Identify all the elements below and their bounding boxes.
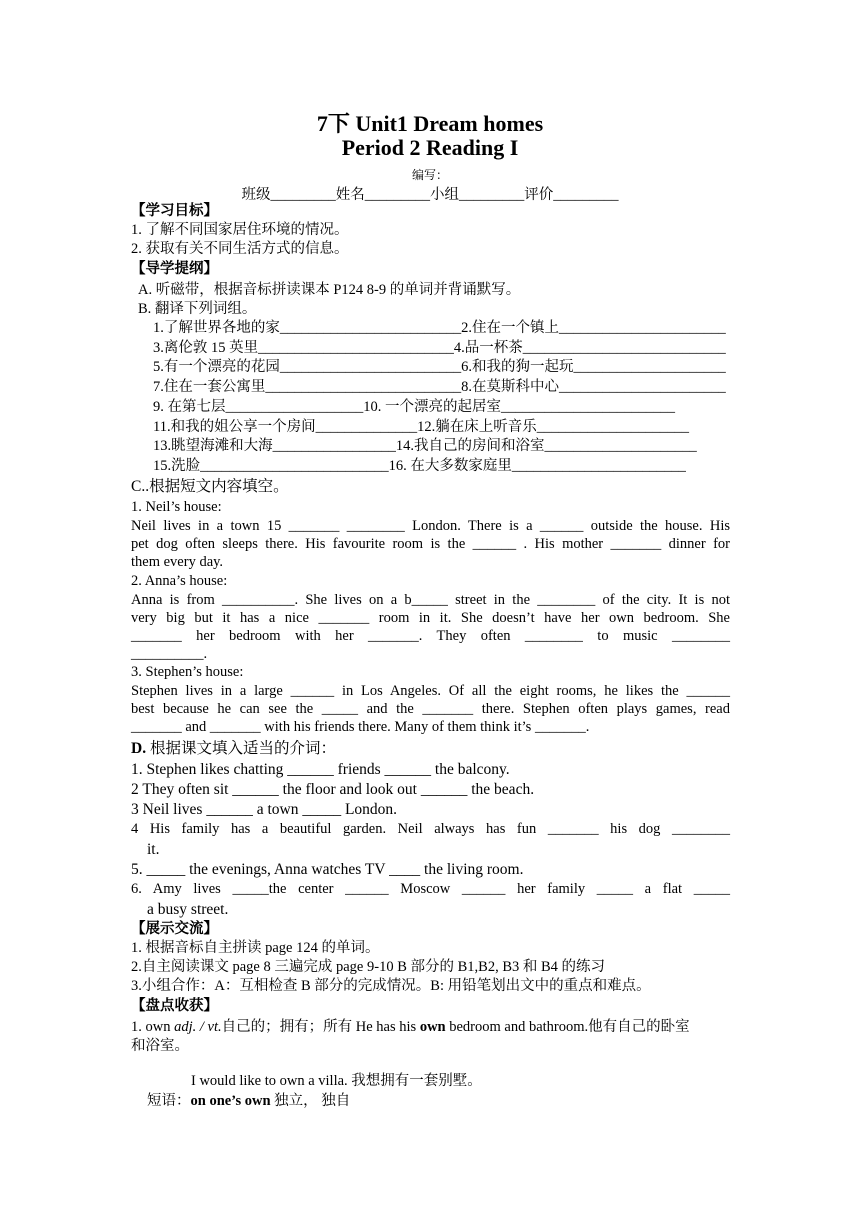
- goal-1: 1. 了解不同国家居住环境的情况。: [131, 222, 349, 238]
- c1-line: pet dog often sleeps there. His favourite room is the ______ . His mother _______ dinner for: [131, 536, 730, 552]
- title-line-1: 7下 Unit1 Dream homes: [316, 111, 544, 136]
- goals-heading: 【学习目标】: [131, 203, 218, 219]
- c2-line: very big but it has a nice _______ room in it. She doesn’t have her own bedroom. She: [131, 610, 730, 626]
- harvest-heading: 【盘点收获】: [131, 998, 218, 1014]
- own-pos: adj. / vt.: [174, 1019, 222, 1035]
- phrase-row: 3.离伦敦 15 英里___________________________4.品一杯茶____________________________: [153, 340, 726, 356]
- d-item: 2 They often sit ______ the floor and look out ______ the beach.: [131, 781, 535, 798]
- own-example: I would like to own a villa. 我想拥有一套别墅。: [191, 1073, 482, 1089]
- guide-a: A. 听磁带，根据音标拼读课本 P124 8-9 的单词并背诵默写。: [138, 282, 521, 298]
- d-item: 4 His family has a beautiful garden. Neil always has fun _______ his dog ________: [131, 821, 730, 837]
- own-definition-cont: 和浴室。: [131, 1038, 189, 1054]
- c3-title: 3. Stephen’s house:: [131, 664, 244, 680]
- goal-2: 2. 获取有关不同生活方式的信息。: [131, 241, 349, 257]
- own-meaning: 自己的；拥有；所有 He has his: [221, 1019, 420, 1035]
- c1-line: them every day.: [131, 554, 224, 570]
- show-item: 1. 根据音标自主拼读 page 124 的单词。: [131, 940, 380, 956]
- c2-title: 2. Anna’s house:: [131, 573, 228, 589]
- phrase-row: 5.有一个漂亮的花园_________________________6.和我的狗一起玩_____________________: [153, 359, 726, 375]
- d-item: 1. Stephen likes chatting ______ friends ______ the balcony.: [131, 761, 510, 778]
- guide-b: B. 翻译下列词组。: [138, 301, 257, 317]
- title-line-2: Period 2 Reading I: [341, 135, 519, 160]
- d-item-cont: it.: [147, 841, 160, 858]
- phrase-row: 15.洗脸__________________________16. 在大多数家庭里________________________: [153, 458, 686, 474]
- c3-line: Stephen lives in a large ______ in Los Angeles. Of all the eight rooms, he likes the ______: [131, 683, 730, 699]
- guide-heading: 【导学提纲】: [131, 261, 218, 277]
- section-c-heading: C..根据短文内容填空。: [131, 478, 289, 495]
- c3-line: _______ and _______ with his friends there. Many of them think it’s _______.: [131, 719, 590, 735]
- phrase-bold: on one’s own: [190, 1093, 271, 1109]
- show-heading: 【展示交流】: [131, 921, 218, 937]
- c1-title: 1. Neil’s house:: [131, 499, 222, 515]
- phrase-row: 11.和我的姐公享一个房间______________12.躺在床上听音乐_____________________: [153, 419, 689, 435]
- section-d-text: 根据课文填入适当的介词：: [149, 740, 336, 757]
- c2-line: _______ her bedroom with her _______. They often ________ to music ________: [131, 628, 730, 644]
- c1-line: Neil lives in a town 15 _______ ________ London. There is a ______ outside the house. His: [131, 518, 730, 534]
- phrase-meaning: 独立， 独自: [270, 1093, 351, 1109]
- c2-line: Anna is from __________. She lives on a b_____ street in the ________ of the city. It is not: [131, 592, 730, 608]
- phrase-row: 13.眺望海滩和大海_________________14.我自己的房间和浴室_____________________: [153, 438, 697, 454]
- own-bold: own: [419, 1019, 446, 1035]
- class-info-row: 班级_________姓名_________小组_________评价_________: [241, 187, 619, 203]
- own-definition: [131, 1018, 690, 1036]
- section-d-letter: D.: [131, 740, 147, 757]
- phrase-row: 7.住在一套公寓里___________________________8.在莫斯科中心_______________________: [153, 379, 726, 395]
- show-item: 3.小组合作：A：互相检查 B 部分的完成情况。B: 用铅笔划出文中的重点和难点。: [131, 978, 651, 994]
- d-item: 6. Amy lives _____the center ______ Moscow ______ her family _____ a flat _____: [131, 881, 730, 897]
- d-item: 5. _____ the evenings, Anna watches TV ____ the living room.: [131, 861, 524, 878]
- phrase-label: 短语：: [147, 1093, 191, 1109]
- show-item: 2.自主阅读课文 page 8 三遍完成 page 9-10 B 部分的 B1,B2, B3 和 B4 的练习: [131, 959, 606, 975]
- d-item-cont: a busy street.: [147, 901, 229, 918]
- c3-line: best because he can see the _____ and the _______ there. Stephen often plays games, read: [131, 701, 730, 717]
- phrase-row: 9. 在第七层___________________10. 一个漂亮的起居室________________________: [153, 399, 675, 415]
- author-label: 编写：: [411, 168, 448, 182]
- d-item: 3 Neil lives ______ a town _____ London.: [131, 801, 398, 818]
- own-num: 1. own: [131, 1019, 175, 1035]
- phrase-note: [147, 1092, 350, 1110]
- c2-line: __________.: [131, 646, 208, 662]
- own-rest: bedroom and bathroom.他有自己的卧室: [445, 1019, 690, 1035]
- phrase-row: 1.了解世界各地的家_________________________2.住在一个镇上_______________________: [153, 320, 726, 336]
- section-d-heading: [131, 739, 336, 759]
